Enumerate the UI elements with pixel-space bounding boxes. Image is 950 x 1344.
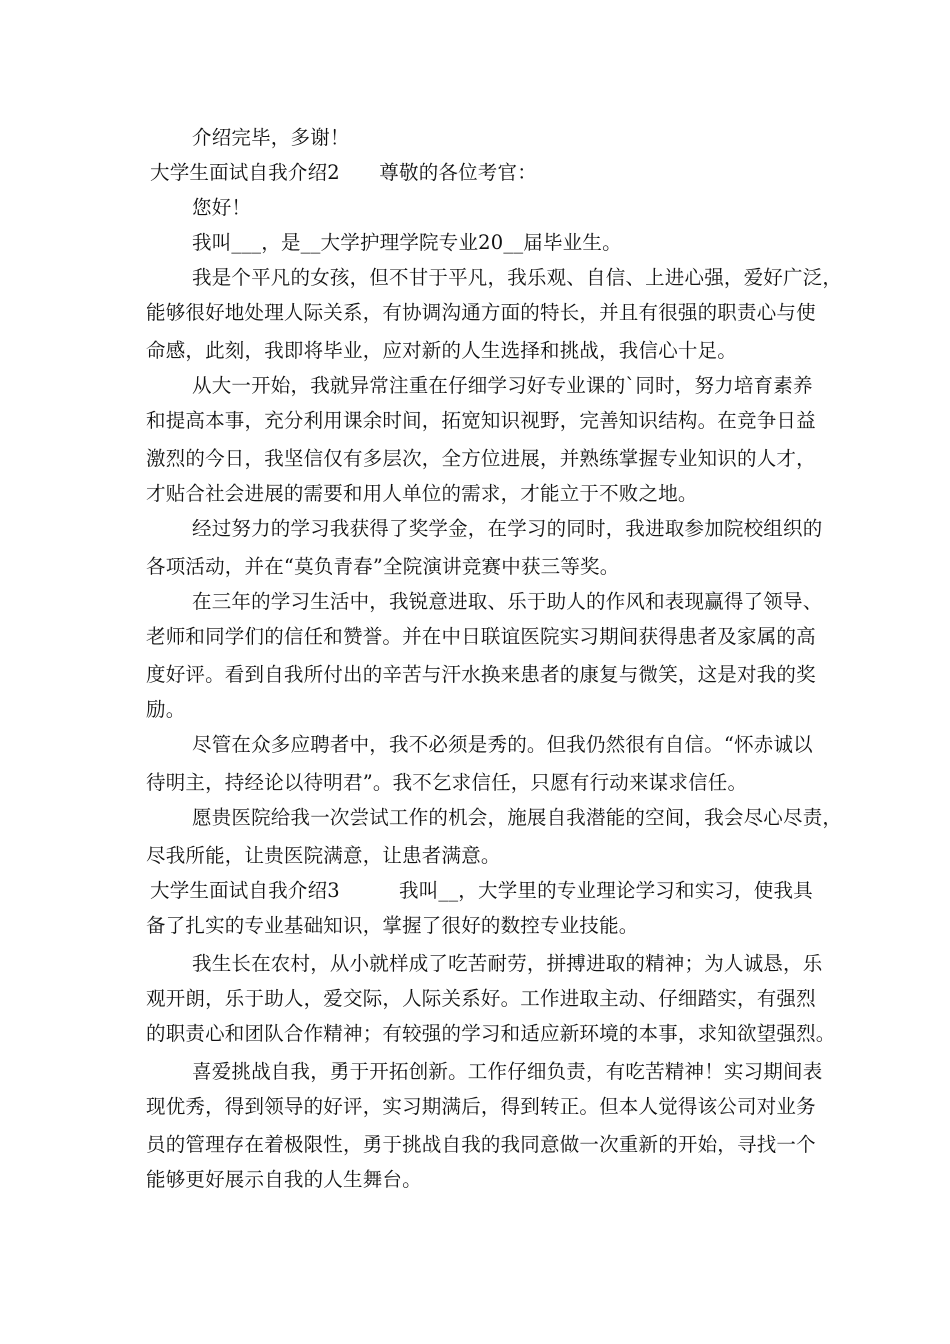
paragraph-line: 待明主，持经论以待明君”。我不乞求信任，只愿有行动来谋求信任。 — [146, 771, 748, 794]
paragraph-line: 愿贵医院给我一次尝试工作的机会，施展自我潜能的空间，我会尽心尽责， — [192, 806, 843, 829]
paragraph-line: 才贴合社会进展的需要和用人单位的需求，才能立于不败之地。 — [146, 482, 698, 505]
paragraph-line: 喜爱挑战自我，勇于开拓创新。工作仔细负责，有吃苦精神！实习期间表 — [192, 1060, 823, 1083]
paragraph-line: 的职责心和团队合作精神；有较强的学习和适应新环境的本事，求知欲望强烈。 — [146, 1022, 836, 1045]
paragraph-line: 能够更好展示自我的人生舞台。 — [146, 1168, 422, 1191]
paragraph-line: 现优秀，得到领导的好评，实习期满后，得到转正。但本人觉得该公司对业务 — [146, 1095, 816, 1118]
paragraph-line: 命感，此刻，我即将毕业，应对新的人生选择和挑战，我信心十足。 — [146, 339, 738, 362]
closing-line: 介绍完毕，多谢！ — [192, 126, 350, 149]
paragraph-line: 观开朗，乐于助人，爱交际，人际关系好。工作进取主动、仔细踏实，有强烈 — [146, 987, 816, 1010]
paragraph-line: 备了扎实的专业基础知识，掌握了很好的数控专业技能。 — [146, 914, 639, 937]
paragraph-line: 激烈的今日，我坚信仅有多层次，全方位进展，并熟练掌握专业知识的人才， — [146, 447, 816, 470]
greeting-line: 您好！ — [192, 196, 252, 219]
paragraph-line: 从大一开始，我就异常注重在仔细学习好专业课的`同时，努力培育素养 — [192, 374, 813, 397]
paragraph-line: 我是个平凡的女孩，但不甘于平凡，我乐观、自信、上进心强，爱好广泛， — [192, 266, 843, 289]
paragraph-line: 度好评。看到自我所付出的辛苦与汗水换来患者的康复与微笑，这是对我的奖 — [146, 663, 816, 686]
paragraph-line: 能够很好地处理人际关系，有协调沟通方面的特长，并且有很强的职责心与使 — [146, 301, 816, 324]
paragraph-line: 和提高本事，充分利用课余时间，拓宽知识视野，完善知识结构。在竞争日益 — [146, 409, 816, 432]
paragraph-line: 我叫___，是__大学护理学院专业20__届毕业生。 — [192, 231, 622, 254]
paragraph-line: 尽管在众多应聘者中，我不必须是秀的。但我仍然很有自信。“怀赤诚以 — [192, 733, 813, 756]
section-heading-3: 大学生面试自我介绍3 我叫__，大学里的专业理论学习和实习，使我具 — [150, 879, 813, 902]
paragraph-line: 经过努力的学习我获得了奖学金，在学习的同时，我进取参加院校组织的 — [192, 517, 823, 540]
paragraph-line: 尽我所能，让贵医院满意，让患者满意。 — [146, 844, 501, 867]
paragraph-line: 我生长在农村，从小就样成了吃苦耐劳，拼搏进取的精神；为人诚恳，乐 — [192, 952, 823, 975]
paragraph-line: 在三年的学习生活中，我锐意进取、乐于助人的作风和表现赢得了领导、 — [192, 590, 823, 613]
paragraph-line: 员的管理存在着极限性，勇于挑战自我的我同意做一次重新的开始，寻找一个 — [146, 1133, 816, 1156]
paragraph-line: 老师和同学们的信任和赞誉。并在中日联谊医院实习期间获得患者及家属的高 — [146, 625, 816, 648]
paragraph-line: 各项活动，并在“莫负青春”全院演讲竞赛中获三等奖。 — [146, 555, 620, 578]
section-heading-2: 大学生面试自我介绍2 尊敬的各位考官： — [150, 161, 537, 184]
paragraph-line: 励。 — [146, 698, 186, 721]
